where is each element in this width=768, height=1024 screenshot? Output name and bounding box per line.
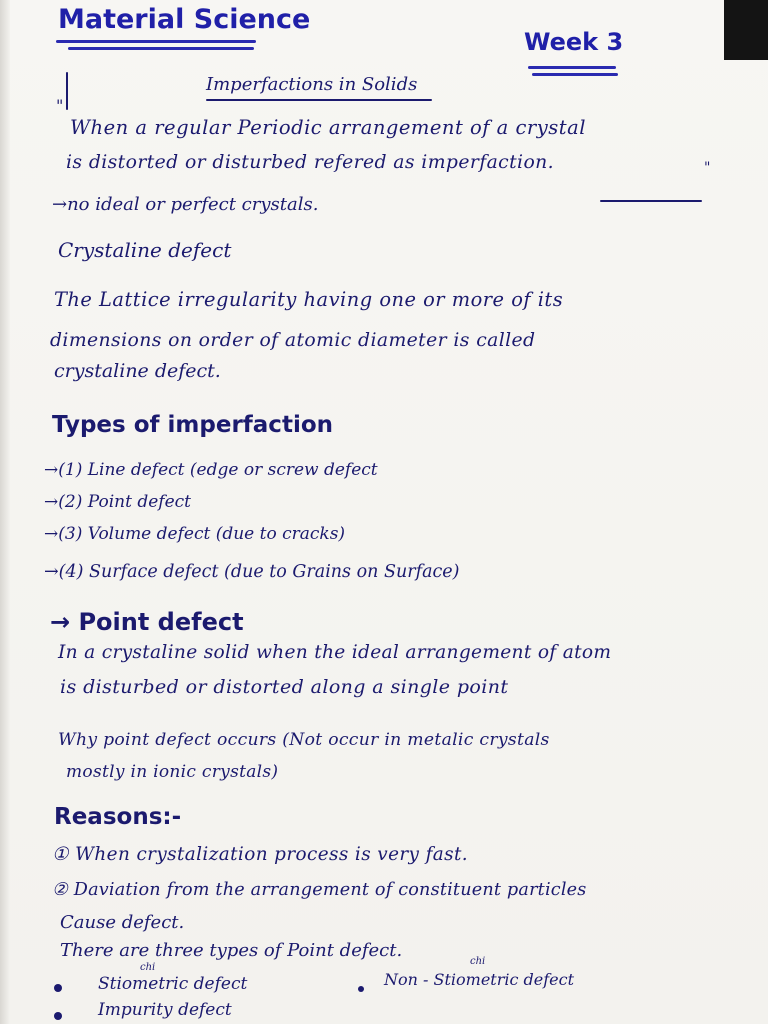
margin-tick xyxy=(66,72,68,110)
types-heading: Types of imperfaction xyxy=(52,412,333,438)
subject-underline-1 xyxy=(56,40,256,43)
intro-closing-quote: " xyxy=(704,160,711,176)
dark-background-corner xyxy=(724,0,768,60)
point-defect-line-4: mostly in ionic crystals) xyxy=(66,762,279,782)
intro-quote-mark: " xyxy=(56,96,64,115)
point-defect-heading: → Point defect xyxy=(50,608,244,636)
type-item-1: →(1) Line defect (edge or screw defect xyxy=(44,460,378,480)
type-item-2: →(2) Point defect xyxy=(44,492,191,512)
intro-line-3: →no ideal or perfect crystals. xyxy=(52,194,319,215)
imperfaction-underline xyxy=(600,200,702,202)
bullet-non-stiometric: Non - Stiometric defect xyxy=(384,970,575,989)
bullet-impurity: Impurity defect xyxy=(98,1000,232,1020)
point-defect-line-1: In a crystaline solid when the ideal arrangement of atom xyxy=(58,642,612,663)
intro-line-2: is distorted or disturbed refered as imperfaction. xyxy=(66,152,555,173)
bullet-dot-1 xyxy=(54,984,62,992)
bullet-dot-2 xyxy=(358,986,364,992)
chi-annotation-1: chi xyxy=(140,962,156,973)
week-underline-2 xyxy=(532,73,618,76)
three-types-line: There are three types of Point defect. xyxy=(60,940,403,961)
week-underline-1 xyxy=(528,66,616,69)
type-item-3: →(3) Volume defect (due to cracks) xyxy=(44,524,346,544)
crystaline-line-2: dimensions on order of atomic diameter is called xyxy=(50,330,536,351)
crystaline-line-3: crystaline defect. xyxy=(54,360,221,382)
crystaline-heading: Crystaline defect xyxy=(58,238,232,262)
chi-annotation-2: chi xyxy=(470,956,486,967)
subject-underline-2 xyxy=(68,47,254,50)
bullet-stiometric: Stiometric defect xyxy=(98,974,248,994)
topic-title: Imperfactions in Solids xyxy=(206,74,418,95)
reasons-heading: Reasons:- xyxy=(54,804,182,830)
crystaline-line-1: The Lattice irregularity having one or more of its xyxy=(54,288,564,311)
type-item-4: →(4) Surface defect (due to Grains on Surface) xyxy=(44,562,460,582)
subject-title: Material Science xyxy=(58,4,311,35)
bullet-dot-3 xyxy=(54,1012,62,1020)
point-defect-line-3: Why point defect occurs (Not occur in metalic crystals xyxy=(58,730,550,750)
reason-item-2: ② Daviation from the arrangement of constituent particles xyxy=(52,880,587,900)
reason-item-3: Cause defect. xyxy=(60,912,185,933)
reason-item-1: ① When crystalization process is very fast. xyxy=(52,844,469,865)
page-edge-shadow xyxy=(0,0,10,1024)
week-label: Week 3 xyxy=(524,28,624,56)
intro-line-1: When a regular Periodic arrangement of a crystal xyxy=(70,116,586,139)
point-defect-line-2: is disturbed or distorted along a single point xyxy=(60,676,509,698)
topic-underline xyxy=(206,99,432,101)
